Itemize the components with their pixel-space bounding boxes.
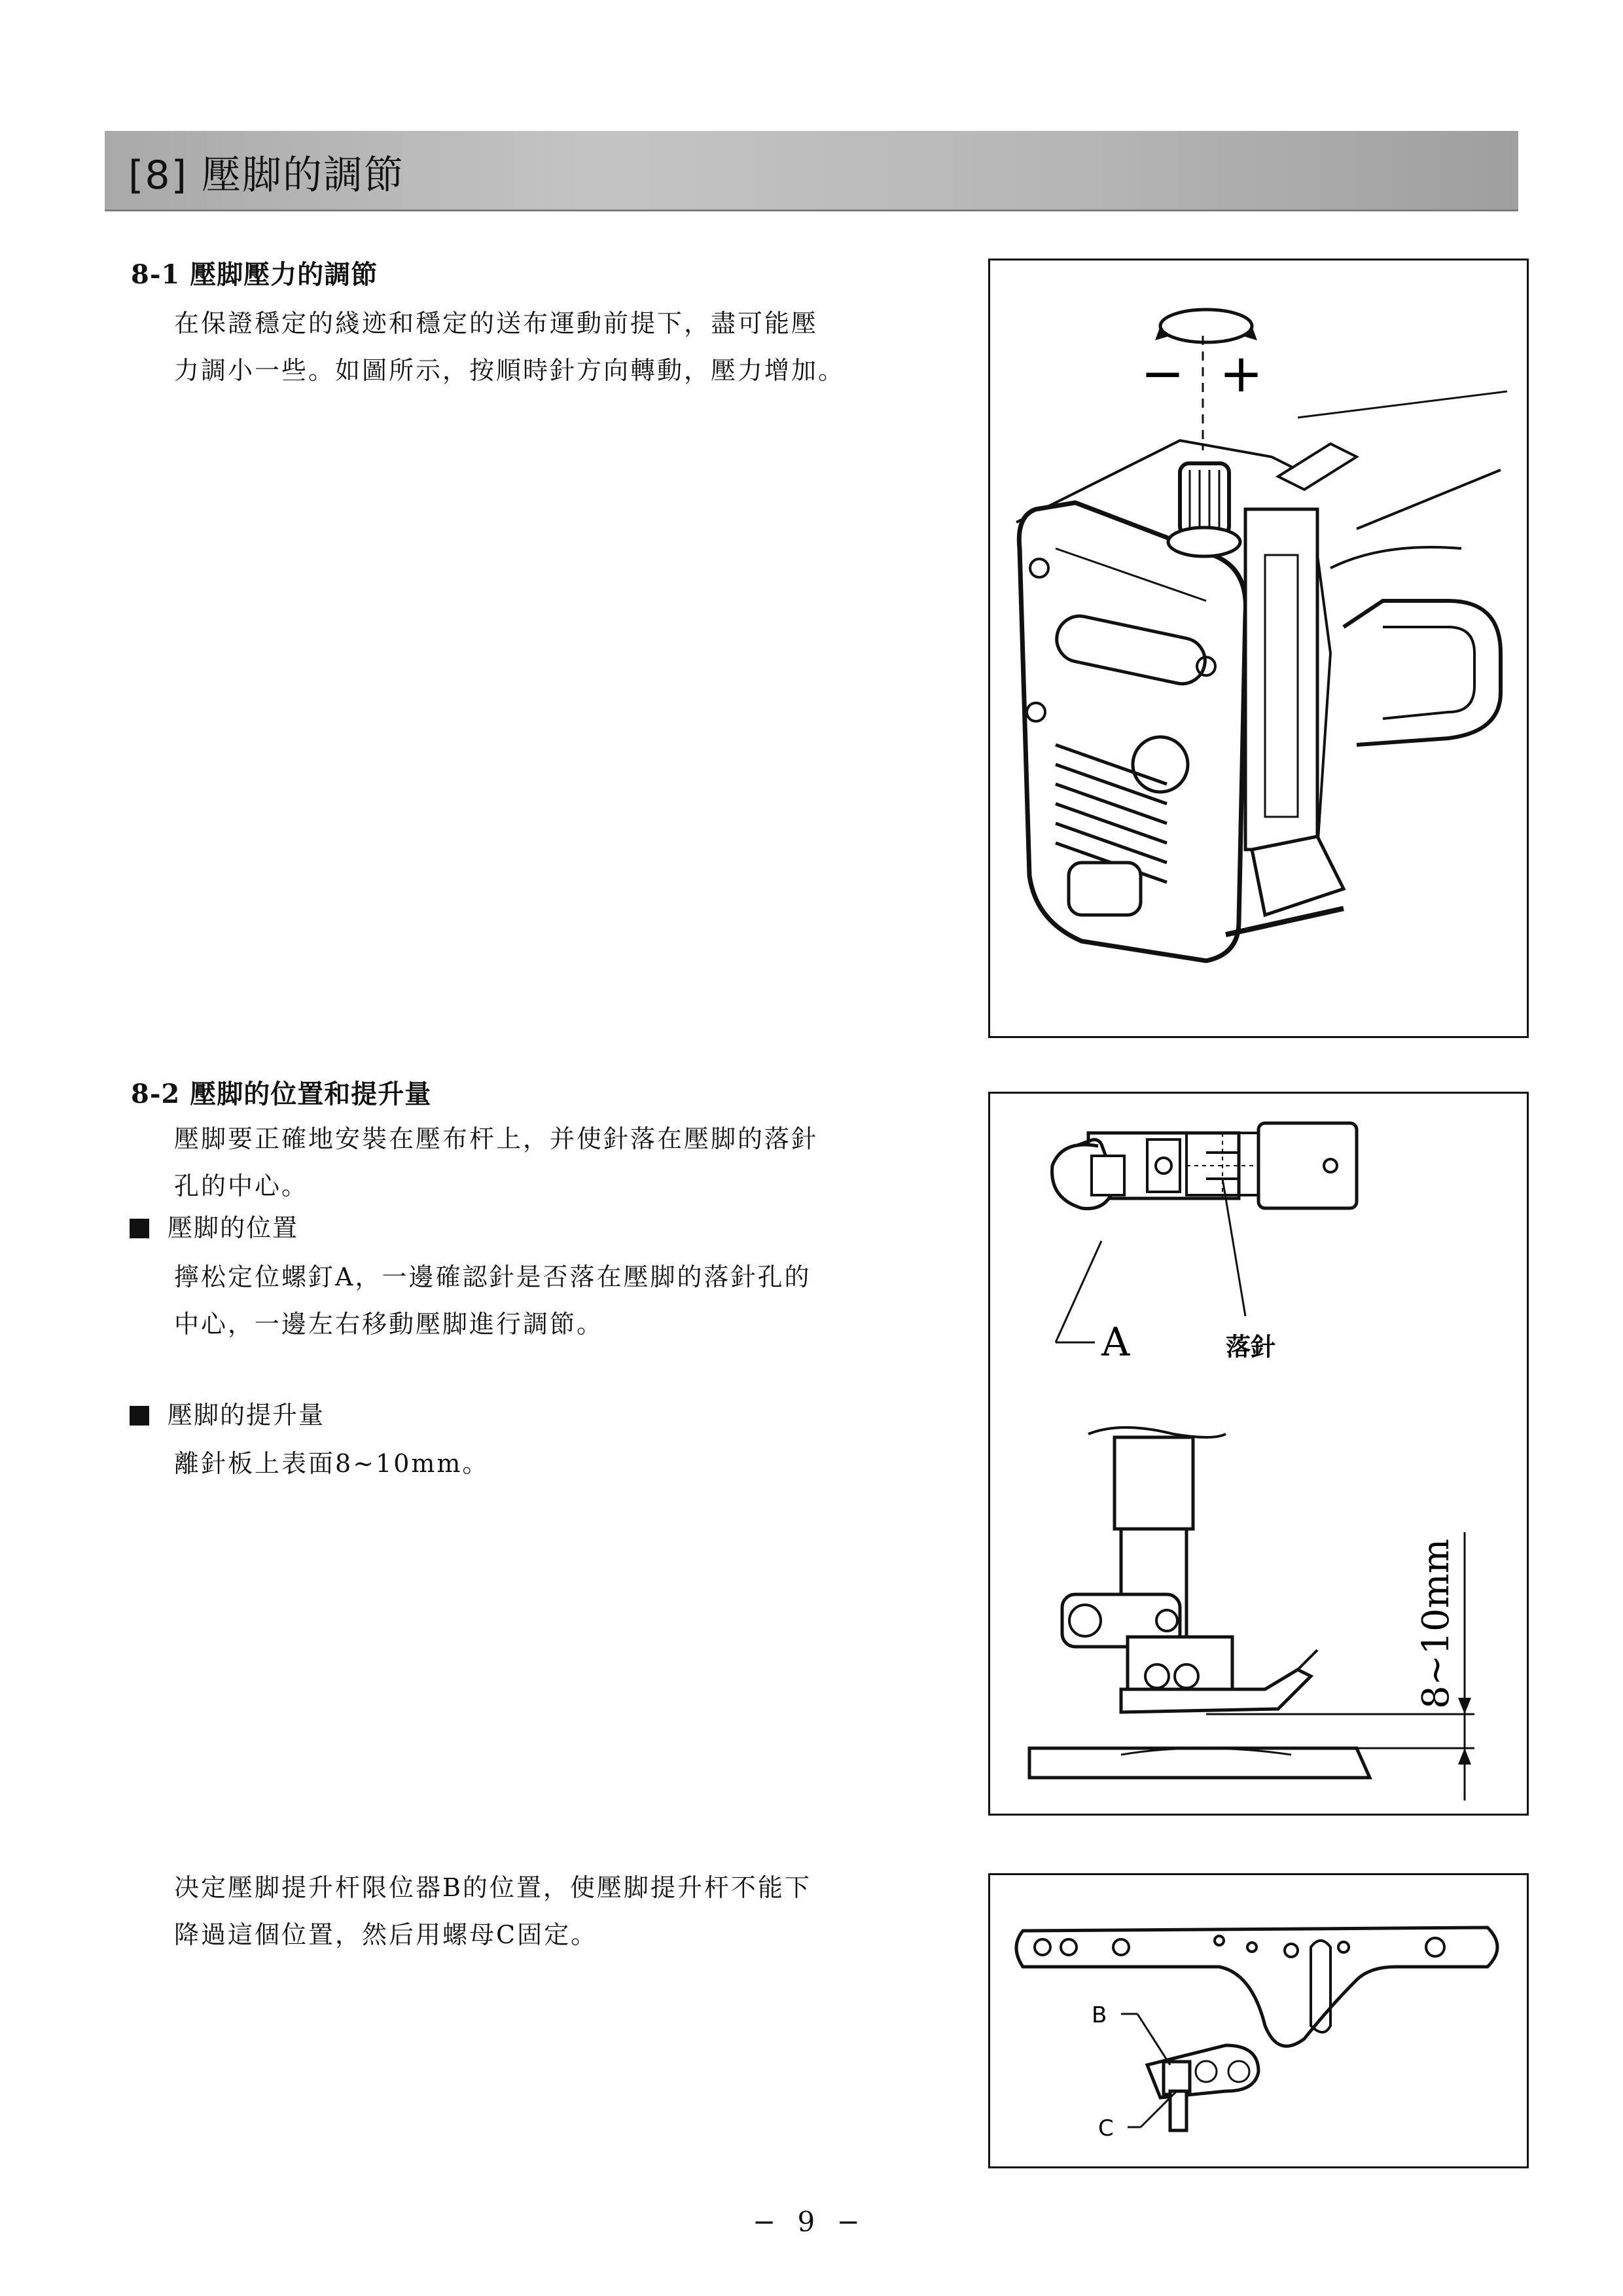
paragraph-8-1 <box>174 300 907 394</box>
paragraph-line: 降過這個位置，然后用螺母C固定。 <box>174 1920 598 1949</box>
bullet-title: 壓脚的提升量 <box>168 1401 325 1429</box>
label-b: B <box>1092 2002 1107 2028</box>
paragraph-foot-position <box>174 1253 907 1348</box>
paragraph-line: 孔的中心。 <box>174 1172 309 1200</box>
presser-foot-drawing <box>990 1094 1527 1814</box>
lifter-plate-drawing <box>990 1875 1527 2166</box>
lift-dimension-label: 8~10mm <box>1415 1538 1457 1709</box>
bullet-foot-position <box>130 1208 298 1247</box>
bullet-square-icon <box>130 1219 149 1238</box>
paragraph-line: 離針板上表面8~10mm。 <box>174 1449 490 1478</box>
paragraph-8-2 <box>174 1115 907 1210</box>
paragraph-lifter-stopper <box>174 1864 907 1958</box>
label-needle-drop: 落針 <box>1226 1332 1276 1361</box>
section-title: [8] 壓脚的調節 <box>128 152 405 198</box>
figure-lifter-stopper <box>988 1873 1529 2168</box>
heading-8-2: 8-2 壓脚的位置和提升量 <box>131 1079 432 1109</box>
sewing-head-drawing <box>990 260 1527 1036</box>
label-a: A <box>1101 1319 1130 1365</box>
paragraph-line: 中心，一邊左右移動壓脚進行調節。 <box>174 1310 604 1338</box>
bullet-lift-amount <box>130 1395 325 1435</box>
minus-sign: − <box>1141 343 1185 404</box>
figure-presser-position <box>988 1092 1529 1816</box>
section-banner <box>105 131 1518 211</box>
label-c: C <box>1098 2115 1114 2142</box>
paragraph-line: 壓脚要正確地安裝在壓布杆上，并使針落在壓脚的落針 <box>174 1124 819 1153</box>
heading-8-1: 8-1 壓脚壓力的調節 <box>131 259 378 290</box>
figure-presser-pressure <box>988 259 1529 1038</box>
paragraph-lift-amount <box>174 1440 907 1487</box>
page-number: − 9 − <box>753 2206 866 2238</box>
paragraph-line: 力調小一些。如圖所示，按順時針方向轉動，壓力增加。 <box>174 356 846 385</box>
paragraph-line: 决定壓脚提升杆限位器B的位置，使壓脚提升杆不能下 <box>174 1873 812 1902</box>
paragraph-line: 擰松定位螺釘A，一邊確認針是否落在壓脚的落針孔的 <box>174 1263 812 1291</box>
plus-sign: + <box>1219 343 1264 404</box>
bullet-square-icon <box>130 1406 149 1426</box>
bullet-title: 壓脚的位置 <box>168 1213 299 1242</box>
paragraph-line: 在保證穩定的綫迹和穩定的送布運動前提下，盡可能壓 <box>174 309 819 338</box>
